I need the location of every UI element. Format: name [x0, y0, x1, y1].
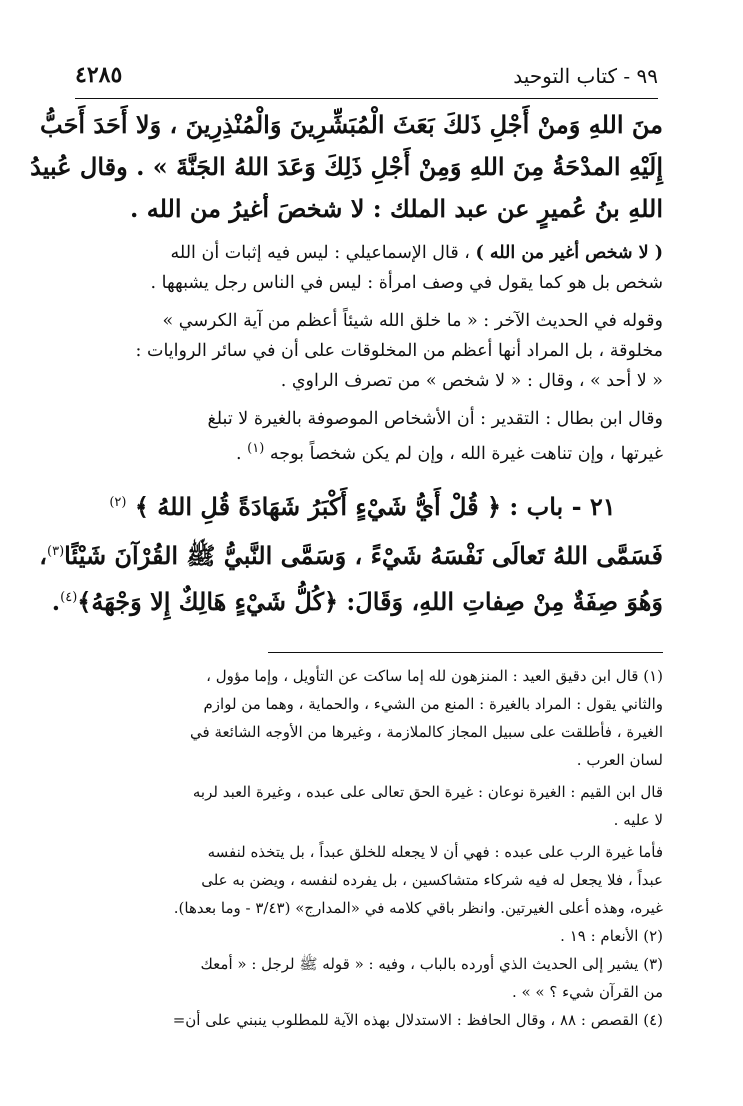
- footnote-line: لسان العرب .: [576, 751, 663, 769]
- footnote-line: غيره، وهذه أعلى الغيرتين. وانظر باقي كلامه في «المدارج» (٣/٤٣ - وما بعدها).: [173, 899, 663, 917]
- footnote-number: (٤): [643, 1011, 663, 1029]
- chapter-quote: فَسَمَّى اللهُ تَعالَى نَفْسَهُ شَيْءً ، وَسَمَّى النَّبيُّ ﷺ القُرْآنَ شَيْئًا$^{(٣)}$، وَهُوَ صِفَةٌ مِنْ صِفاتِ اللهِ، وَقَالَ: ﴿كُلُّ شَيْءٍ هَالِكٌ إِلا وَجْهَهُ﴾$^{(٤)}$.: [39, 540, 663, 616]
- quote-line: اللهِ بنُ عُميرٍ عن عبد الملك : لا شخصَ أغيرُ من الله .: [130, 194, 663, 223]
- quote-line: منَ اللهِ وَمنْ أَجْلِ ذَلكَ بَعَثَ الْمُبَشِّرِينَ وَالْمُنْذِرِينَ ، وَلا أَحَدَ أَحَبُّ: [40, 110, 663, 139]
- footnote: [62, 922, 663, 950]
- footnote-text: يشير إلى الحديث الذي أورده بالباب ، وفيه : « قوله ﷺ لرجل : « أمعك: [200, 955, 639, 973]
- footnote-text: قال ابن دقيق العيد : المنزهون لله إما ساكت عن التأويل ، وإما مؤول ،: [206, 667, 639, 685]
- commentary-line: شخص بل هو كما يقول في وصف امرأة : ليس في الناس رجل يشبهها .: [150, 273, 663, 293]
- commentary-text: غيرتها ، وإن تناهت غيرة الله ، وإن لم يكن شخصاً بوجه: [269, 443, 663, 464]
- commentary-line: وقال ابن بطال : التقدير : أن الأشخاص الموصوفة بالغيرة لا تبلغ: [207, 409, 663, 429]
- footnote-line: عبداً ، فلا يجعل له فيه شركاء متشاكسين ، بل يفرده لنفسه ، ويضن به على: [201, 871, 663, 889]
- footnote-continuation: [62, 778, 663, 834]
- footnote-line: قال ابن القيم : الغيرة نوعان : غيرة الحق تعالى على عبده ، وغيرة العبد لربه: [192, 783, 663, 801]
- footnote-line: لا عليه .: [613, 811, 663, 829]
- footnote: [62, 1006, 663, 1034]
- heading-text: ٢١ - باب : ﴿ قُلْ أَيُّ شَيْءٍ أَكْبَرُ شَهَادَةً قُلِ اللهُ ﴾: [134, 491, 616, 521]
- commentary-line: وقوله في الحديث الآخر : « ما خلق الله شيئاً أعظم من آية الكرسي »: [162, 311, 663, 331]
- chapter-title: ٩٩ - كتاب التوحيد: [513, 64, 658, 88]
- footnote: [62, 950, 663, 1006]
- commentary-text: ، قال الإسماعيلي : ليس فيه إثبات أن الله: [170, 243, 470, 263]
- footnote-continuation: [62, 838, 663, 922]
- main-text: [30, 104, 663, 623]
- quote-line: فَسَمَّى اللهُ تَعالَى نَفْسَهُ شَيْءً ، وَسَمَّى النَّبيُّ ﷺ القُرْآنَ شَيْئًا: [64, 540, 663, 570]
- commentary-line: مخلوقة ، بل المراد أنها أعظم من المخلوقات على أن في سائر الروايات :: [135, 341, 663, 361]
- hadith-quote: [30, 104, 663, 230]
- footnote-number: (٢): [643, 927, 663, 945]
- page-header: [75, 58, 658, 99]
- footnote-line: فأما غيرة الرب على عبده : فهي أن لا يجعله للخلق عبداً ، بل يتخذه لنفسه: [207, 843, 663, 861]
- commentary-paragraph: [62, 238, 663, 298]
- footnote-line: الغيرة ، فأطلقت على سبيل المجاز كالملازمة ، وغيرها من الأوجه الشائعة في: [190, 723, 663, 741]
- commentary-lead: ( لا شخص أغير من الله ): [475, 243, 663, 263]
- quote-line: وَهُوَ صِفَةٌ مِنْ صِفاتِ اللهِ، وَقَالَ: ﴿كُلُّ شَيْءٍ هَالِكٌ إِلا وَجْهَهُ﴾: [77, 586, 663, 616]
- footnotes: [62, 662, 663, 1034]
- commentary-line: « لا أحد » ، وقال : « لا شخص » من تصرف الراوي .: [280, 371, 663, 391]
- quote-line: إِلَيْهِ المدْحَةُ مِنَ اللهِ وَمِنْ أَجْلِ ذَلِكَ وَعَدَ اللهُ الجَنَّةَ » . وقال عُبيدُ: [30, 152, 663, 181]
- footnote-text: الأنعام : ١٩ .: [560, 927, 639, 945]
- footnote-text: القصص : ٨٨ ، وقال الحافظ : الاستدلال بهذه الآية للمطلوب ينبني على أن=: [172, 1011, 639, 1029]
- commentary-paragraph: وقال ابن بطال : التقدير : أن الأشخاص الموصوفة بالغيرة لا تبلغ غيرتها ، وإن تناهت غيرة الله ، وإن لم يكن شخصاً بوجه $^{(١)}$ .: [62, 404, 663, 469]
- footnote-ref[interactable]: (١): [247, 441, 265, 456]
- footnote-ref[interactable]: (٣): [47, 543, 65, 559]
- footnote-ref[interactable]: (٤): [60, 589, 78, 605]
- chapter-heading: [62, 479, 663, 531]
- commentary-paragraph: [62, 306, 663, 396]
- footnote: [62, 662, 663, 774]
- footnote-line: والثاني يقول : المراد بالغيرة : المنع من الشيء ، والحماية ، وهما من لوازم: [203, 695, 663, 713]
- footnote-separator: [268, 652, 663, 653]
- page-number: ٤٢٨٥: [75, 62, 123, 88]
- footnote-ref[interactable]: (٢): [109, 494, 127, 510]
- footnote-number: (١): [643, 667, 663, 685]
- footnote-number: (٣): [643, 955, 663, 973]
- footnote-line: من القرآن شيء ؟ » » .: [511, 983, 663, 1001]
